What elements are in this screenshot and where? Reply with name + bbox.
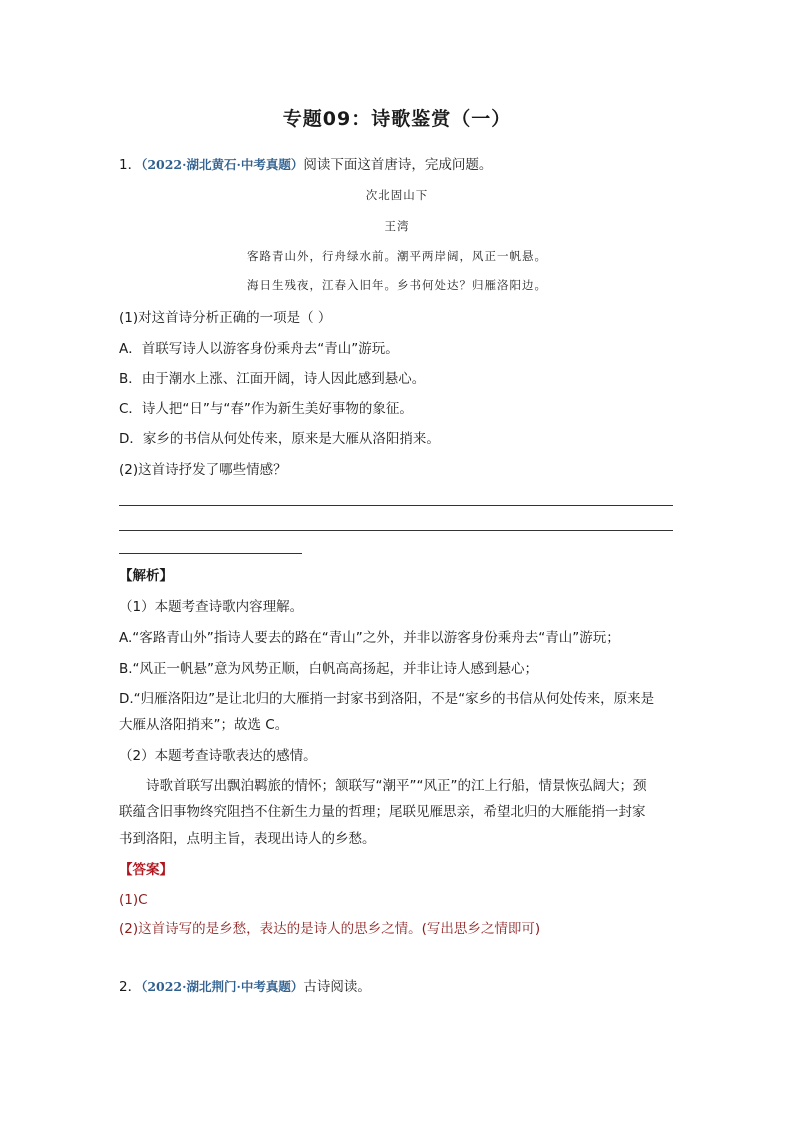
sub-question-2: (2)这首诗抒发了哪些情感？ xyxy=(119,462,287,478)
analysis-part-2: （2）本题考查诗歌表达的感情。 xyxy=(119,748,317,764)
sub-question-1: (1)对这首诗分析正确的一项是（ ） xyxy=(119,310,332,326)
analysis-paragraph-line-1: 诗歌首联写出飘泊羁旅的情怀；颔联写“潮平”“风正”的江上行船，情景恢弘阔大；颈 xyxy=(146,778,647,794)
answer-1: (1)C xyxy=(119,892,148,908)
analysis-paragraph-line-3: 书到洛阳，点明主旨，表现出诗人的乡愁。 xyxy=(119,831,376,847)
analysis-option-d-line-2: 大雁从洛阳捎来”；故选 C。 xyxy=(119,717,289,733)
answer-line-3 xyxy=(119,553,302,554)
analysis-option-a: A.“客路青山外”指诗人要去的路在“青山”之外，并非以游客身份乘舟去“青山”游玩； xyxy=(119,630,620,646)
question-1-header xyxy=(119,155,492,175)
answer-line-2 xyxy=(119,530,673,531)
analysis-heading: 【解析】 xyxy=(119,568,173,584)
poem-title: 次北固山下 xyxy=(365,188,429,202)
answer-heading: 【答案】 xyxy=(119,862,173,878)
analysis-option-b: B.“风正一帆悬”意为风势正顺，白帆高高扬起，并非让诗人感到悬心； xyxy=(119,661,539,677)
question-number: 1． xyxy=(119,157,142,173)
poem-line-1: 客路青山外，行舟绿水前。潮平两岸阔，风正一帆悬。 xyxy=(247,249,547,263)
poem-author: 王湾 xyxy=(384,219,410,233)
question-source: （2022·湖北黄石·中考真题） xyxy=(141,157,304,172)
option-c: C．诗人把“日”与“春”作为新生美好事物的象征。 xyxy=(119,401,413,417)
option-b: B．由于潮水上涨、江面开阔，诗人因此感到悬心。 xyxy=(119,371,426,387)
question-2-header xyxy=(119,977,371,997)
analysis-option-d-line-1: D.“归雁洛阳边”是让北归的大雁捎一封家书到洛阳，不是“家乡的书信从何处传来，原来是 xyxy=(119,691,655,707)
answer-line-1 xyxy=(119,505,673,506)
analysis-part-1: （1）本题考查诗歌内容理解。 xyxy=(119,599,304,615)
question-intro: 阅读下面这首唐诗，完成问题。 xyxy=(303,157,493,173)
analysis-paragraph-line-2: 联蕴含旧事物终究阻挡不住新生力量的哲理；尾联见雁思亲，希望北归的大雁能捎一封家 xyxy=(119,804,646,820)
question-intro: 古诗阅读。 xyxy=(303,979,371,995)
page-title: 专题09：诗歌鉴赏（一） xyxy=(282,108,512,130)
answer-2: (2)这首诗写的是乡愁，表达的是诗人的思乡之情。(写出思乡之情即可) xyxy=(119,921,541,937)
option-a: A．首联写诗人以游客身份乘舟去“青山”游玩。 xyxy=(119,341,399,357)
option-d: D．家乡的书信从何处传来，原来是大雁从洛阳捎来。 xyxy=(119,431,440,447)
question-number: 2． xyxy=(119,979,142,995)
poem-line-2: 海日生残夜，江春入旧年。乡书何处达？归雁洛阳边。 xyxy=(247,278,547,292)
question-source: （2022·湖北荆门·中考真题） xyxy=(141,979,304,994)
